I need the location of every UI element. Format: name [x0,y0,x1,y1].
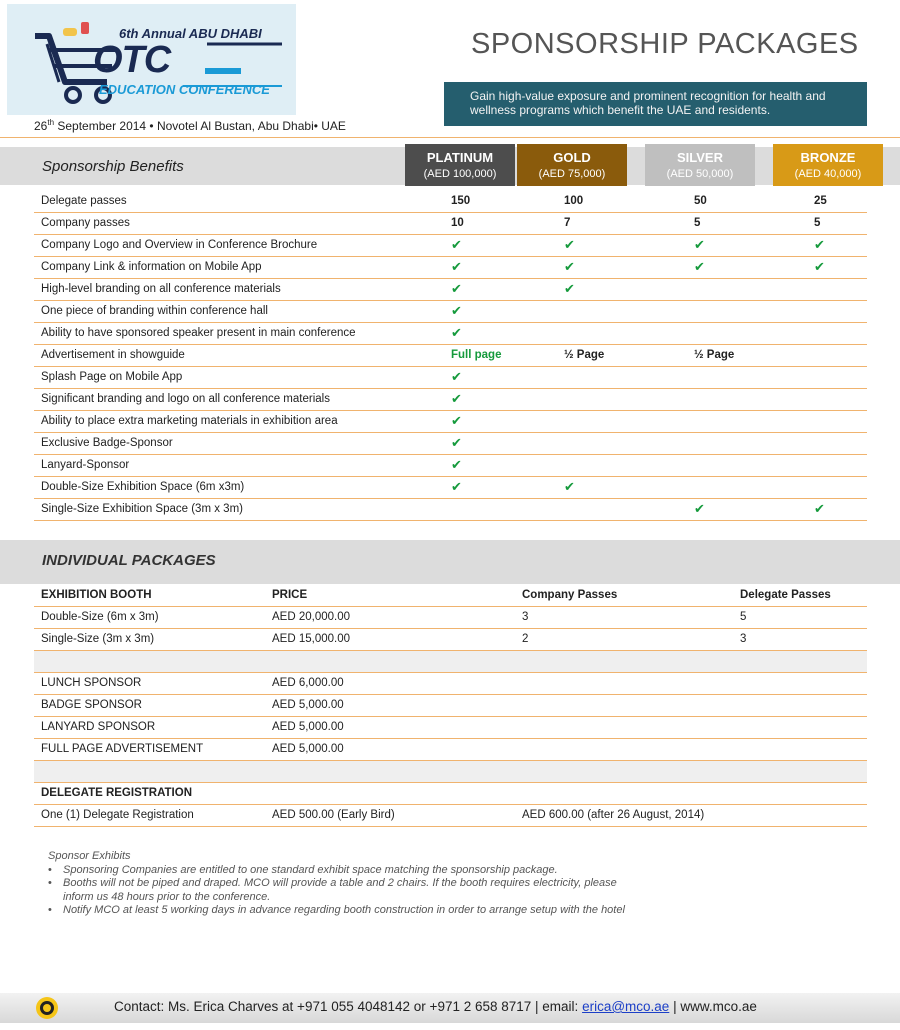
benefit-label: Advertisement in showguide [41,349,185,361]
checkmark-icon: ✔ [451,281,462,296]
benefit-row [34,235,867,257]
spacer-row [34,651,867,673]
exhibit-note: • Notify MCO at least 5 working days in advance regarding booth construction in order to arrange setup with the hotel [48,904,648,918]
sponsor-exhibits-notes [48,850,648,918]
benefit-label: High-level branding on all conference materials [41,283,281,295]
booth-row-cell: 3 [522,611,529,623]
tier-silver [645,144,755,186]
checkmark-icon: ✔ [814,501,825,516]
exhibits-title: Sponsor Exhibits [48,850,131,862]
benefit-row [34,301,867,323]
checkmark-icon: ✔ [451,259,462,274]
booth-row-cell: Single-Size (3m x 3m) [41,633,155,645]
checkmark-icon: ✔ [451,303,462,318]
booth-row [34,607,867,629]
benefit-label: Double-Size Exhibition Space (6m x3m) [41,481,245,493]
registration-header-row [34,783,867,805]
checkmark-icon: ✔ [451,369,462,384]
benefit-label: One piece of branding within conference hall [41,305,268,317]
exhibit-note: • Booths will not be piped and draped. MCO will provide a table and 2 chairs. If the booth requires electricity, please inform us 48 hours prior to the conference. [48,877,648,904]
booth-row-cell: AED 20,000.00 [272,611,351,623]
registration-row [34,805,867,827]
event-location: September 2014 • Novotel Al Bustan, Abu Dhabi• UAE [54,119,346,133]
event-details [34,118,346,133]
sponsor-row [34,717,867,739]
booth-header-row-cell: PRICE [272,589,308,601]
sponsor-row-cell: LANYARD SPONSOR [41,721,156,733]
booth-header-row [34,585,867,607]
email-link[interactable]: erica@mco.ae [582,999,670,1014]
benefit-row [34,455,867,477]
tier-name: GOLD [553,150,591,165]
checkmark-icon: ✔ [814,259,825,274]
logo-edition: 6th Annual ABU DHABI [119,26,262,41]
checkmark-icon: ✔ [451,391,462,406]
benefit-row [34,345,867,367]
checkmark-icon: ✔ [564,259,575,274]
benefit-label: Company Link & information on Mobile App [41,261,262,273]
benefit-label: Significant branding and logo on all conference materials [41,393,330,405]
benefit-label: Delegate passes [41,195,127,207]
sponsor-row [34,739,867,761]
event-day: 26 [34,119,48,133]
benefit-value: 7 [564,217,571,229]
registration-row-cell: AED 600.00 (after 26 August, 2014) [522,809,705,821]
checkmark-icon: ✔ [694,237,705,252]
sponsor-row [34,695,867,717]
benefit-row [34,279,867,301]
benefit-value: ½ Page [694,349,735,361]
checkmark-icon: ✔ [564,281,575,296]
benefit-value: 25 [814,195,827,207]
tagline-box: Gain high-value exposure and prominent recognition for health and wellness programs which benefit the UAE and residents. [444,82,867,126]
individual-heading: INDIVIDUAL PACKAGES [42,552,216,569]
tier-bronze [773,144,883,186]
booth-row-cell: 2 [522,633,529,645]
tier-price: (AED 100,000) [423,168,497,180]
benefit-label: Company Logo and Overview in Conference Brochure [41,239,318,251]
logo-acronym: OTC [93,39,171,81]
booth-header-row-cell: EXHIBITION BOOTH [41,589,152,601]
checkmark-icon: ✔ [451,413,462,428]
benefit-row [34,499,867,521]
benefit-row [34,257,867,279]
header-divider [0,137,900,138]
sponsor-row-cell: AED 5,000.00 [272,699,344,711]
tier-platinum [405,144,515,186]
checkmark-icon: ✔ [564,479,575,494]
benefit-value: 100 [564,195,584,207]
checkmark-icon: ✔ [451,457,462,472]
page-title: SPONSORSHIP PACKAGES [471,28,859,60]
sponsor-row [34,673,867,695]
tier-name: PLATINUM [426,150,494,165]
benefit-label: Splash Page on Mobile App [41,371,183,383]
benefit-value: ½ Page [564,349,605,361]
benefit-row [34,477,867,499]
benefit-row [34,191,867,213]
conference-logo [7,4,296,115]
tier-price: (AED 40,000) [794,168,862,180]
benefit-value: 150 [451,195,471,207]
checkmark-icon: ✔ [564,237,575,252]
checkmark-icon: ✔ [451,479,462,494]
checkmark-icon: ✔ [451,237,462,252]
benefit-label: Exclusive Badge-Sponsor [41,437,173,449]
benefit-label: Ability to place extra marketing materials in exhibition area [41,415,338,427]
tier-name: BRONZE [800,150,856,165]
registration-header-row-cell: DELEGATE REGISTRATION [41,787,192,799]
benefit-value: Full page [451,349,502,361]
booth-row-cell: 5 [740,611,747,623]
registration-row-cell: AED 500.00 (Early Bird) [272,809,395,821]
booth-header-row-cell: Delegate Passes [740,589,831,601]
benefit-row [34,323,867,345]
benefit-value: 50 [694,195,707,207]
website-text: | www.mco.ae [669,999,757,1014]
sponsor-row-cell: LUNCH SPONSOR [41,677,142,689]
benefit-value: 10 [451,217,464,229]
spacer-row [34,761,867,783]
checkmark-icon: ✔ [451,325,462,340]
benefit-label: Company passes [41,217,130,229]
tier-name: SILVER [677,150,723,165]
benefit-label: Lanyard-Sponsor [41,459,130,471]
benefit-row [34,213,867,235]
booth-row-cell: 3 [740,633,747,645]
sponsor-row-cell: AED 5,000.00 [272,721,344,733]
checkmark-icon: ✔ [694,259,705,274]
booth-row-cell: AED 15,000.00 [272,633,351,645]
benefit-label: Ability to have sponsored speaker present in main conference [41,327,356,339]
benefit-row [34,433,867,455]
event-day-suffix: th [47,118,55,127]
tier-price: (AED 50,000) [666,168,734,180]
checkmark-icon: ✔ [694,501,705,516]
sponsor-row-cell: FULL PAGE ADVERTISEMENT [41,743,204,755]
sponsor-row-cell: AED 6,000.00 [272,677,344,689]
booth-row [34,629,867,651]
benefit-row [34,411,867,433]
benefit-label: Single-Size Exhibition Space (3m x 3m) [41,503,243,515]
benefit-value: 5 [694,217,701,229]
benefit-value: 5 [814,217,821,229]
sponsor-row-cell: BADGE SPONSOR [41,699,142,711]
benefits-heading: Sponsorship Benefits [42,158,184,175]
checkmark-icon: ✔ [451,435,462,450]
ring-logo-icon [34,995,60,1021]
benefit-row [34,367,867,389]
benefit-row [34,389,867,411]
contact-text: Contact: Ms. Erica Charves at +971 055 4048142 or +971 2 658 8717 | email: [114,999,583,1014]
registration-row-cell: One (1) Delegate Registration [41,809,194,821]
logo-subtitle: EDUCATION CONFERENCE [99,82,270,97]
exhibit-note: • Sponsoring Companies are entitled to one standard exhibit space matching the sponsorship package. [48,864,648,878]
contact-line [114,999,757,1014]
tier-gold [517,144,627,186]
booth-header-row-cell: Company Passes [522,589,618,601]
tier-price: (AED 75,000) [538,168,606,180]
checkmark-icon: ✔ [814,237,825,252]
sponsor-row-cell: AED 5,000.00 [272,743,344,755]
booth-row-cell: Double-Size (6m x 3m) [41,611,159,623]
